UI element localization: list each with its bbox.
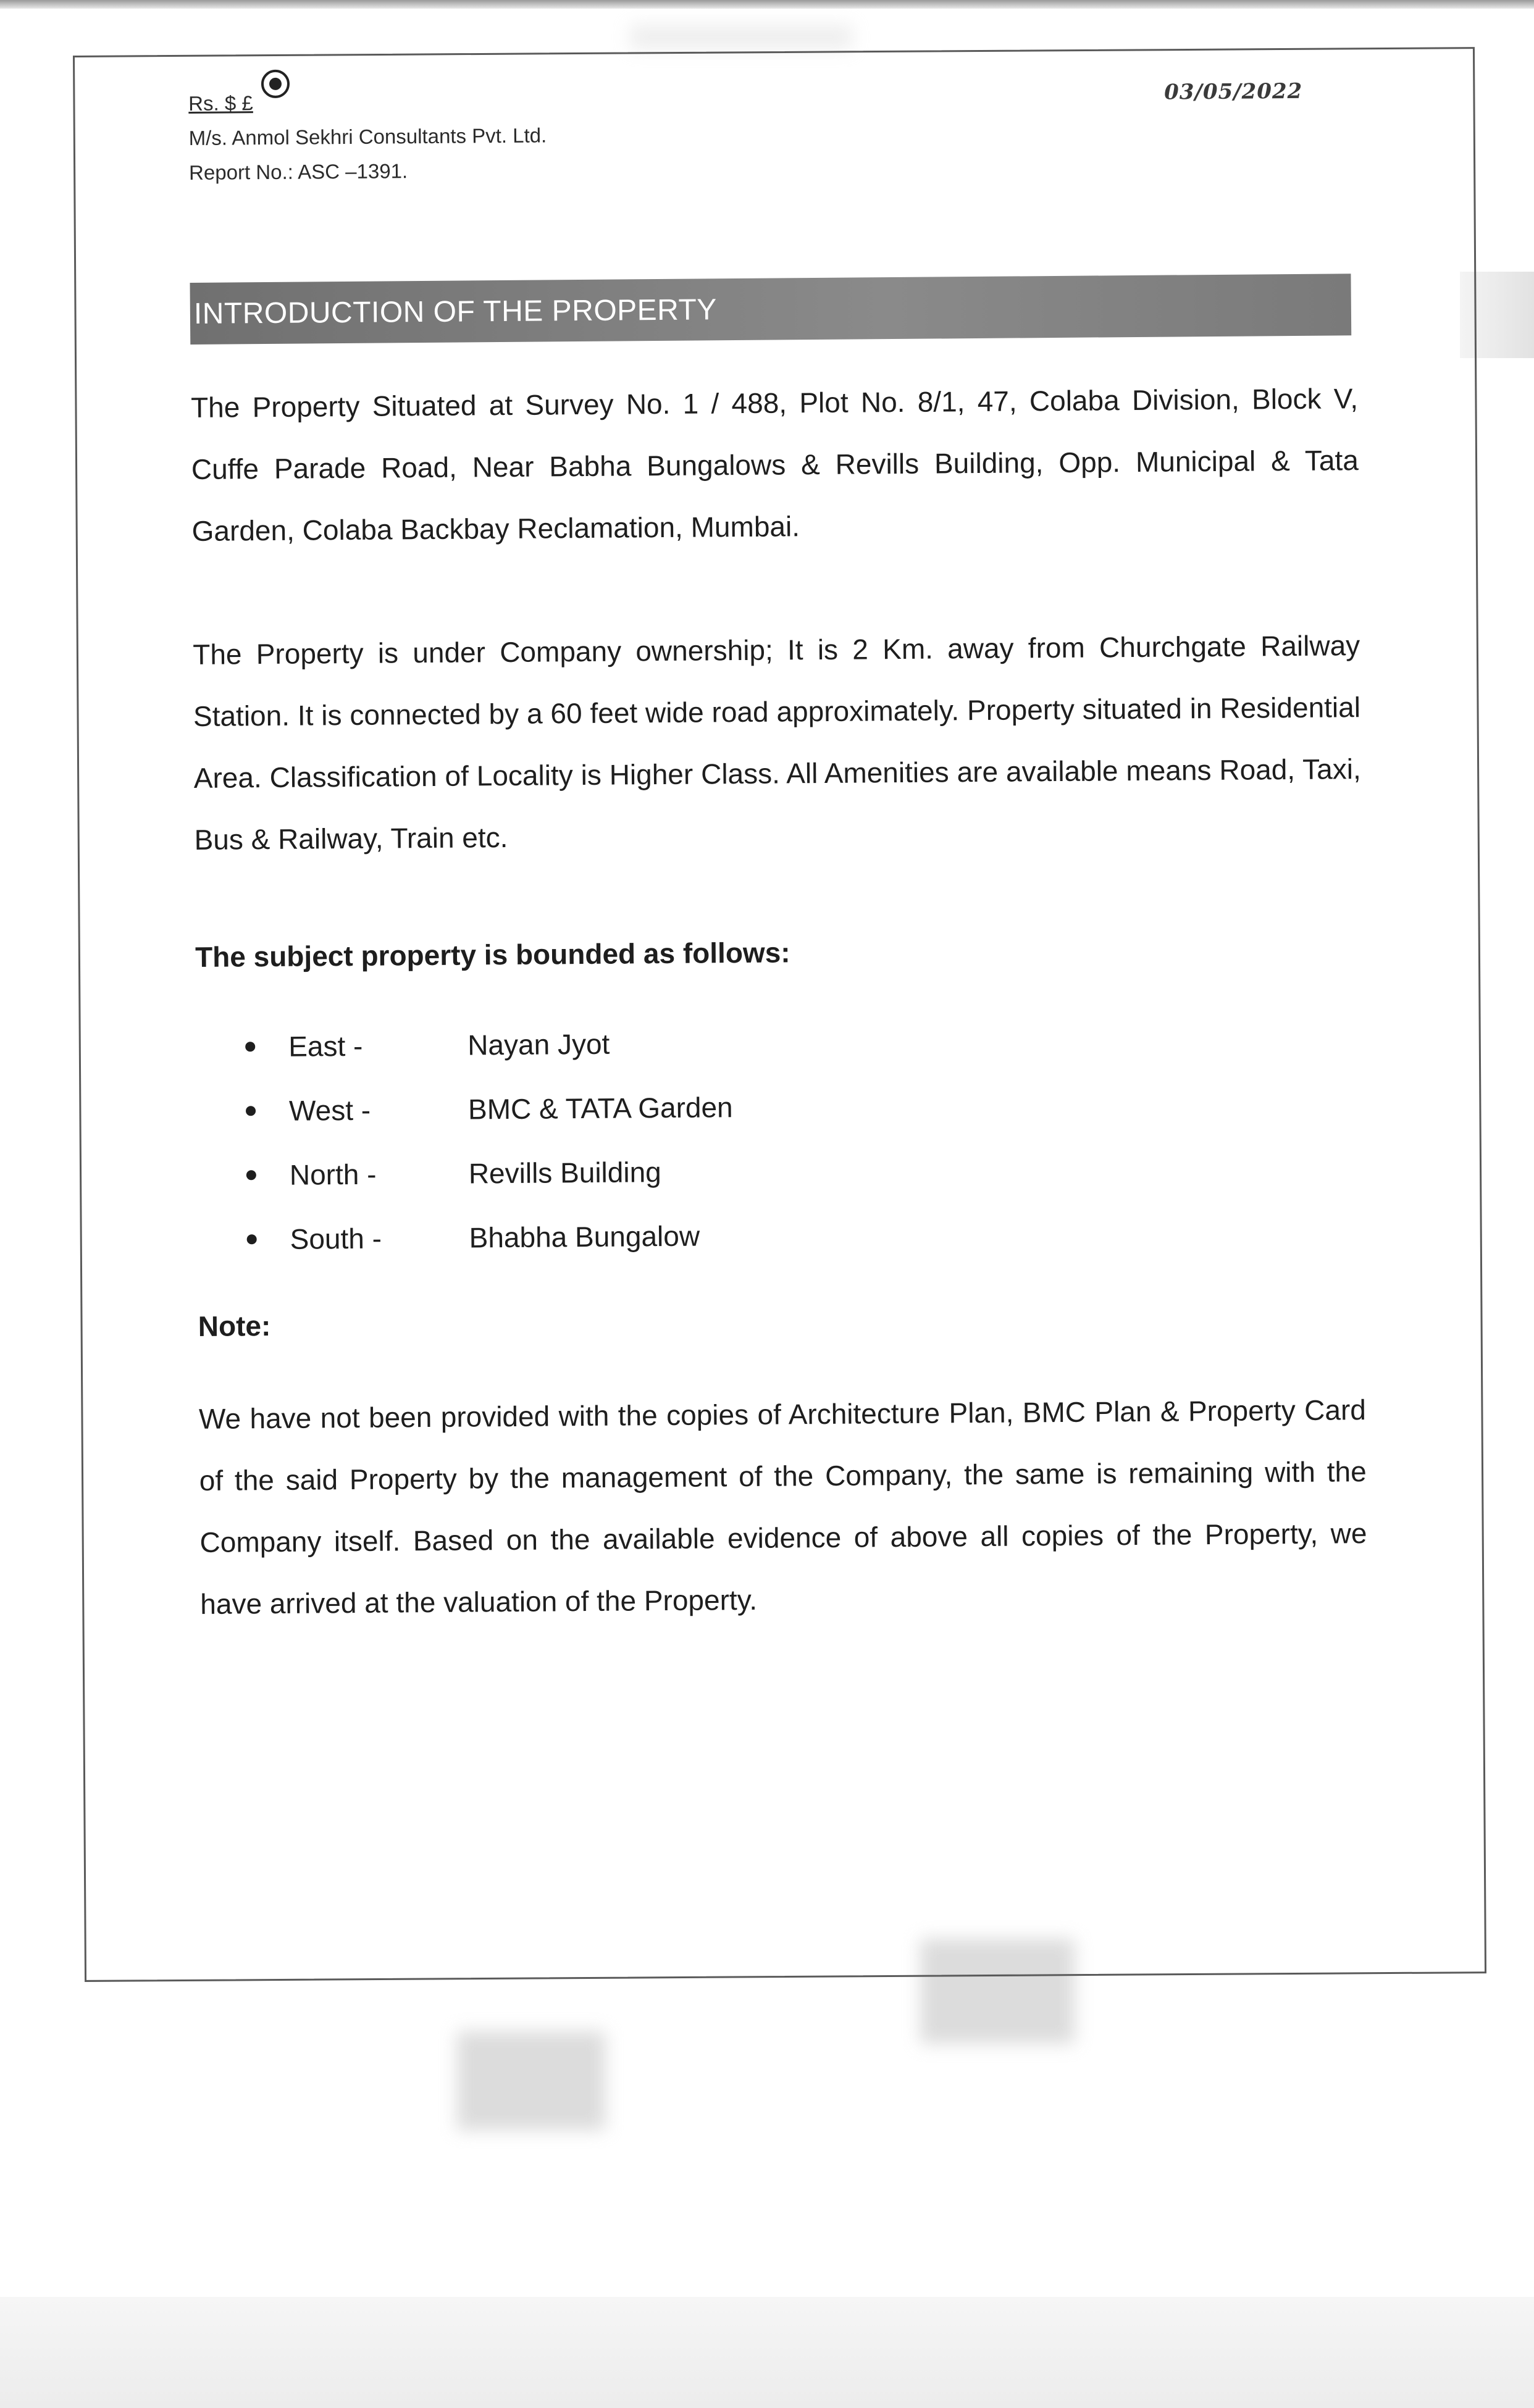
boundary-neighbor: Revills Building bbox=[468, 1156, 661, 1190]
boundary-list bbox=[196, 1019, 1365, 1286]
currency-mark: Rs. $ £ bbox=[188, 91, 253, 115]
boundary-direction: West - bbox=[288, 1093, 371, 1127]
date-stamp: 03/05/2022 bbox=[1163, 78, 1303, 105]
bullet-icon bbox=[245, 1042, 255, 1051]
boundary-neighbor: BMC & TATA Garden bbox=[467, 1091, 733, 1126]
bullet-icon bbox=[246, 1106, 256, 1116]
boundary-direction: North - bbox=[289, 1158, 377, 1191]
boundary-item bbox=[197, 1212, 1365, 1286]
location-paragraph: The Property Situated at Survey No. 1 / 488, Plot No. 8/1, 47, Colaba Division, Block V, Cuffe Parade Road, Near Babha Bungalows & Revills Building, Opp. Municipal & Tata Garden, Colaba Backbay Reclamation, Mumbai. bbox=[190, 382, 1359, 547]
boundary-direction: South - bbox=[290, 1222, 382, 1255]
scan-smudge bbox=[457, 2031, 605, 2130]
page-content bbox=[188, 77, 1368, 1635]
scan-bottom-shade bbox=[0, 2297, 1534, 2408]
note-heading: Note: bbox=[198, 1310, 271, 1342]
boundary-neighbor: Bhabha Bungalow bbox=[469, 1219, 700, 1254]
seal-emblem-icon bbox=[261, 70, 290, 98]
note-paragraph: We have not been provided with the copies of Architecture Plan, BMC Plan & Property Card of the said Property by the management of the Company, the same is remaining with the Company itself. Based on the available evidence of above all copies of the Property, we have arrived at the valuation of the Property. bbox=[198, 1394, 1367, 1620]
bullet-icon bbox=[247, 1234, 257, 1244]
boundary-neighbor: Nayan Jyot bbox=[467, 1027, 610, 1061]
bullet-icon bbox=[246, 1170, 256, 1180]
ownership-paragraph: The Property is under Company ownership; It is 2 Km. away from Churchgate Railway Station. It is connected by a 60 feet wide road approximately. Property situated in Residential Area. Classification of Locality is Higher Class. All Amenities are available means Road, Taxi, Bus & Railway, Train etc. bbox=[193, 629, 1361, 856]
scan-smudge bbox=[630, 25, 852, 49]
company-name: M/s. Anmol Sekhri Consultants Pvt. Ltd. bbox=[188, 123, 547, 149]
boundary-direction: East - bbox=[288, 1029, 363, 1063]
section-title: INTRODUCTION OF THE PROPERTY bbox=[190, 274, 1351, 345]
report-number: Report No.: ASC –1391. bbox=[188, 159, 408, 184]
bounded-heading: The subject property is bounded as follows: bbox=[195, 936, 790, 973]
report-header bbox=[188, 77, 1356, 190]
boundary-item bbox=[196, 1084, 1364, 1157]
boundary-item bbox=[197, 1148, 1365, 1221]
scan-top-edge bbox=[0, 0, 1534, 9]
boundary-item bbox=[196, 1019, 1364, 1093]
